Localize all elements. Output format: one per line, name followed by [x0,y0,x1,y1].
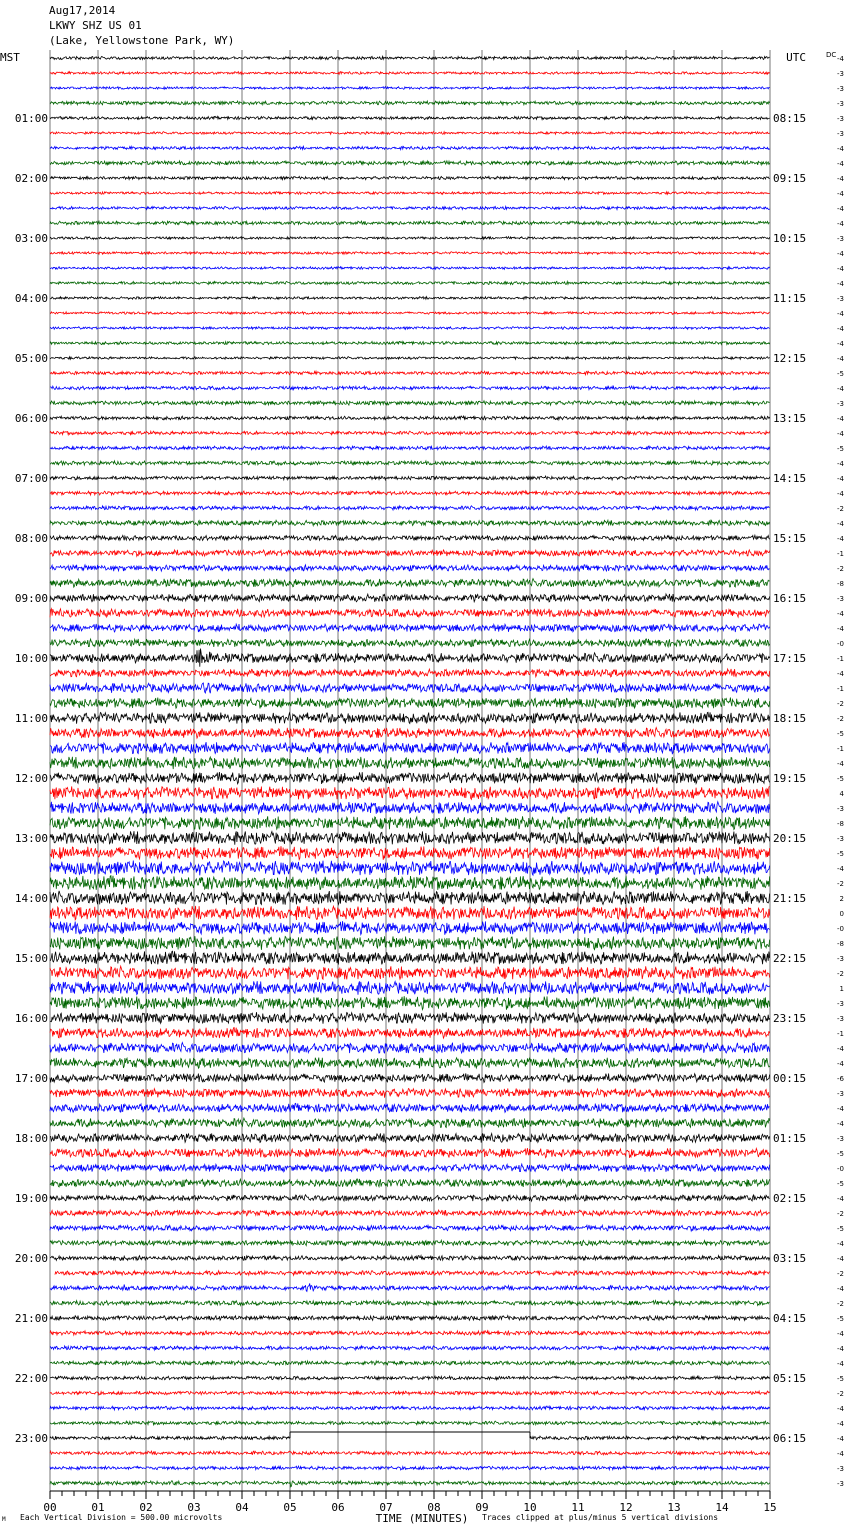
dc-offset-label: -4 [837,865,844,873]
mst-hour-label: 06:00 [14,412,48,425]
right-timezone-label: UTC [786,51,806,64]
x-tick-label: 07 [379,1501,393,1514]
trace-row [50,951,770,964]
trace-row [50,520,770,525]
trace-row [50,846,770,860]
x-tick-label: 03 [187,1501,201,1514]
trace-row [50,1164,770,1172]
x-tick-label: 01 [91,1501,105,1514]
mst-hour-label: 03:00 [14,232,48,245]
trace-row [50,416,770,420]
dc-offset-label: -4 [837,250,844,258]
dc-offset-label: -4 [837,1405,844,1413]
utc-hour-label: 19:15 [773,772,807,785]
dc-label: DC [826,51,837,59]
trace-row [50,1256,770,1261]
utc-hour-label: 02:15 [773,1192,807,1205]
dc-offset-label: -3 [837,955,844,963]
dc-offset-label: -2 [837,700,844,708]
dc-offset-label: -2 [837,1210,844,1218]
trace-row [50,683,770,693]
trace-row [50,921,770,935]
dc-offset-label: -3 [837,85,844,93]
trace-row [50,431,770,435]
dc-offset-label: -1 [837,550,844,558]
trace-row [50,728,770,739]
trace-row [50,1376,770,1380]
dc-offset-label: -4 [837,1285,844,1293]
trace-row [50,56,770,59]
x-tick-label: 05 [283,1501,297,1514]
trace-row [50,1012,770,1024]
dc-offset-label: -4 [837,415,844,423]
trace-row [50,1421,770,1425]
x-tick-label: 14 [715,1501,729,1514]
footer-clip-note: Traces clipped at plus/minus 5 vertical divisions [482,1513,719,1522]
dc-offset-label: -5 [837,445,844,453]
dc-offset-label: -4 [837,220,844,228]
trace-row [50,176,770,179]
trace-row [50,1148,770,1158]
trace-row [50,535,770,540]
trace-row [50,1316,770,1321]
trace-row [50,146,770,149]
dc-offset-label: -2 [837,1270,844,1278]
trace-row [50,1283,770,1291]
dc-offset-label: -4 [837,310,844,318]
trace-row [50,698,770,709]
trace-row [50,966,770,979]
dc-offset-label: -0 [837,640,844,648]
dc-offset-label: -4 [837,265,844,273]
utc-hour-label: 06:15 [773,1432,807,1445]
dc-offset-label: -5 [837,1225,844,1233]
trace-row [50,446,770,450]
dc-offset-label: -4 [837,1450,844,1458]
dc-offset-label: -4 [837,1255,844,1263]
dc-offset-label: -5 [837,1180,844,1188]
dc-offset-label: -3 [837,1480,844,1488]
utc-hour-label: 14:15 [773,472,807,485]
dc-offset-label: -8 [837,940,844,948]
utc-hour-label: 15:15 [773,532,807,545]
dc-offset-label: -5 [837,775,844,783]
trace-row [50,861,770,876]
dc-offset-label: -2 [837,715,844,723]
mst-hour-label: 08:00 [14,532,48,545]
station-name: LKWY SHZ US 01 [49,19,142,32]
trace-row [50,579,770,587]
dc-offset-label: 2 [839,895,844,903]
dc-offset-label: -3 [837,1000,844,1008]
dc-offset-label: -1 [837,745,844,753]
trace-row [50,221,770,225]
trace-row [50,1073,770,1082]
trace-row [50,550,770,557]
x-tick-label: 08 [427,1501,441,1514]
dc-offset-label: -5 [837,370,844,378]
trace-row [50,1301,770,1306]
dc-offset-label: -4 [837,160,844,168]
trace-row [50,1436,770,1440]
trace-row [50,161,770,165]
dc-offset-label: -1 [837,685,844,693]
trace-row [50,1043,770,1054]
mst-hour-label: 15:00 [14,952,48,965]
trace-row [50,1346,770,1350]
trace-row [50,906,770,920]
dc-offset-label: -4 [837,280,844,288]
dc-offset-label: -0 [837,1165,844,1173]
trace-row [50,1481,770,1487]
dc-offset-label: -4 [837,430,844,438]
utc-hour-label: 22:15 [773,952,807,965]
dc-offset-label: -5 [837,730,844,738]
x-tick-label: 09 [475,1501,489,1514]
utc-hour-label: 16:15 [773,592,807,605]
trace-row [50,802,770,814]
mst-hour-label: 20:00 [14,1252,48,1265]
dc-offset-label: -5 [837,1375,844,1383]
dc-offset-label: -4 [837,1105,844,1113]
trace-row [50,281,770,284]
mst-hour-label: 14:00 [14,892,48,905]
dc-offset-label: -4 [837,340,844,348]
dc-offset-label: -4 [837,1360,844,1368]
trace-row [50,72,770,75]
trace-row [50,327,770,330]
dc-offset-label: -3 [837,70,844,78]
x-tick-label: 12 [619,1501,633,1514]
dc-offset-label: -4 [837,190,844,198]
chart-date: Aug17,2014 [49,4,116,17]
mst-hour-label: 23:00 [14,1432,48,1445]
trace-row [50,757,770,769]
trace-row [50,1088,770,1097]
trace-row [50,312,770,315]
trace-row [50,639,770,647]
utc-hour-label: 18:15 [773,712,807,725]
utc-hour-label: 12:15 [773,352,807,365]
dc-offset-label: -3 [837,130,844,138]
trace-row [50,371,770,375]
mst-hour-label: 05:00 [14,352,48,365]
mst-hour-label: 22:00 [14,1372,48,1385]
dc-offset-label: -2 [837,1300,844,1308]
dc-offset-label: -2 [837,1390,844,1398]
x-tick-label: 11 [571,1501,585,1514]
trace-row [50,816,770,829]
dc-offset-label: -4 [837,1045,844,1053]
trace-row [50,1331,770,1335]
mst-hour-label: 02:00 [14,172,48,185]
dc-offset-label: -2 [837,880,844,888]
utc-hour-label: 04:15 [773,1312,807,1325]
dc-offset-label: 1 [839,985,844,993]
trace-row [50,996,770,1010]
dc-offset-label: -4 [837,385,844,393]
trace-row [50,649,770,667]
trace-row [50,461,770,465]
trace-row [50,101,770,105]
dc-offset-label: 4 [839,790,844,798]
trace-row [50,876,770,890]
dc-offset-label: -4 [837,490,844,498]
trace-row [50,624,770,632]
x-tick-label: 15 [763,1501,777,1514]
mst-hour-label: 18:00 [14,1132,48,1145]
dc-offset-label: -3 [837,295,844,303]
utc-hour-label: 23:15 [773,1012,807,1025]
mst-hour-label: 01:00 [14,112,48,125]
trace-row [50,206,770,209]
dc-offset-label: -3 [837,235,844,243]
trace-row [50,267,770,270]
dc-offset-label: -0 [837,925,844,933]
trace-row [50,476,770,480]
trace-row [50,506,770,510]
mst-hour-label: 21:00 [14,1312,48,1325]
dc-offset-label: -4 [837,175,844,183]
dc-offset-label: -4 [837,1195,844,1203]
trace-row [50,609,770,618]
trace-row [50,116,770,119]
dc-offset-label: -4 [837,1120,844,1128]
trace-row [50,1466,770,1470]
dc-offset-label: -5 [837,850,844,858]
trace-row [50,831,770,844]
x-axis-title: TIME (MINUTES) [375,1512,469,1525]
corner-mark: M [2,1516,6,1523]
mst-hour-label: 16:00 [14,1012,48,1025]
dc-offset-label: -5 [837,1315,844,1323]
mst-hour-label: 13:00 [14,832,48,845]
dc-offset-label: -3 [837,100,844,108]
dc-offset-label: -3 [837,1135,844,1143]
mst-hour-label: 09:00 [14,592,48,605]
trace-row [50,1240,770,1245]
mst-hour-label: 10:00 [14,652,48,665]
dc-offset-label: -3 [837,1015,844,1023]
dc-offset-label: -1 [837,655,844,663]
mst-hour-label: 19:00 [14,1192,48,1205]
dc-offset-label: -4 [837,535,844,543]
trace-row [50,772,770,784]
trace-row [50,386,770,390]
trace-row [50,594,770,602]
trace-row [50,237,770,240]
mst-hour-label: 11:00 [14,712,48,725]
dc-offset-label: -4 [837,1330,844,1338]
trace-row [50,132,770,135]
dc-offset-label: -3 [837,1465,844,1473]
dc-offset-label: -4 [837,325,844,333]
trace-row [50,1058,770,1069]
dc-offset-label: -3 [837,595,844,603]
x-tick-label: 06 [331,1501,345,1514]
dc-offset-label: -8 [837,580,844,588]
trace-row [50,87,770,90]
dc-offset-label: -4 [837,460,844,468]
trace-row [50,401,770,405]
dc-offset-label: -3 [837,400,844,408]
utc-hour-label: 09:15 [773,172,807,185]
trace-row [50,1179,770,1187]
dc-offset-label: -4 [837,520,844,528]
dc-offset-label: -3 [837,1090,844,1098]
dc-offset-label: -4 [837,475,844,483]
x-tick-label: 02 [139,1501,153,1514]
trace-row [50,1225,770,1231]
utc-hour-label: 13:15 [773,412,807,425]
utc-hour-label: 21:15 [773,892,807,905]
dc-offset-label: -4 [837,760,844,768]
dc-offset-label: -4 [837,670,844,678]
trace-row [50,786,770,799]
dc-offset-label: -4 [837,145,844,153]
trace-row [50,1118,770,1128]
left-timezone-label: MST [0,51,20,64]
trace-row [50,1210,770,1216]
utc-hour-label: 00:15 [773,1072,807,1085]
dc-offset-label: -4 [837,55,844,63]
trace-row [50,981,770,994]
mst-hour-label: 17:00 [14,1072,48,1085]
dc-offset-label: -1 [837,1030,844,1038]
dc-offset-label: -4 [837,205,844,213]
mst-hour-label: 12:00 [14,772,48,785]
trace-row [50,1195,770,1201]
dc-offset-label: -4 [837,1345,844,1353]
trace-row [55,1271,770,1276]
footer-scale-note: Each Vertical Division = 500.00 microvolts [20,1513,223,1522]
trace-row [50,1103,770,1112]
trace-row [50,1361,770,1365]
mst-hour-label: 07:00 [14,472,48,485]
utc-hour-label: 05:15 [773,1372,807,1385]
dc-offset-label: -2 [837,970,844,978]
dc-offset-label: -2 [837,565,844,573]
dc-offset-label: -4 [837,1060,844,1068]
dc-offset-label: -3 [837,115,844,123]
trace-row [50,357,770,360]
utc-hour-label: 11:15 [773,292,807,305]
dc-offset-label: -4 [837,355,844,363]
x-tick-label: 04 [235,1501,249,1514]
trace-row [50,891,770,905]
dc-offset-label: -2 [837,505,844,513]
trace-row [50,742,770,754]
trace-row [50,1451,770,1455]
utc-hour-label: 17:15 [773,652,807,665]
trace-row [50,297,770,300]
dc-offset-label: -5 [837,1150,844,1158]
trace-row [50,341,770,344]
dc-offset-label: -3 [837,835,844,843]
dc-offset-label: -4 [837,625,844,633]
trace-row [50,192,770,195]
trace-row [50,491,770,495]
trace-row [50,1391,770,1395]
mst-hour-label: 04:00 [14,292,48,305]
dc-offset-label: -4 [837,1420,844,1428]
dc-offset-label: -3 [837,805,844,813]
dc-offset-label: -4 [837,610,844,618]
dc-offset-label: -4 [837,1435,844,1443]
x-tick-label: 10 [523,1501,537,1514]
trace-row [50,252,770,255]
trace-row [50,936,770,950]
utc-hour-label: 08:15 [773,112,807,125]
utc-hour-label: 20:15 [773,832,807,845]
trace-row [50,669,770,677]
trace-row [50,1406,770,1410]
dc-offset-label: -6 [837,1075,844,1083]
trace-row [50,1133,770,1142]
dc-offset-label: 0 [839,910,844,918]
utc-hour-label: 03:15 [773,1252,807,1265]
utc-hour-label: 01:15 [773,1132,807,1145]
trace-row [50,712,770,723]
trace-row [50,1028,770,1039]
dc-offset-label: -4 [837,1240,844,1248]
station-location: (Lake, Yellowstone Park, WY) [49,34,235,47]
dc-offset-label: -8 [837,820,844,828]
trace-row [50,565,770,571]
x-tick-label: 00 [43,1501,57,1514]
utc-hour-label: 10:15 [773,232,807,245]
x-tick-label: 13 [667,1501,681,1514]
